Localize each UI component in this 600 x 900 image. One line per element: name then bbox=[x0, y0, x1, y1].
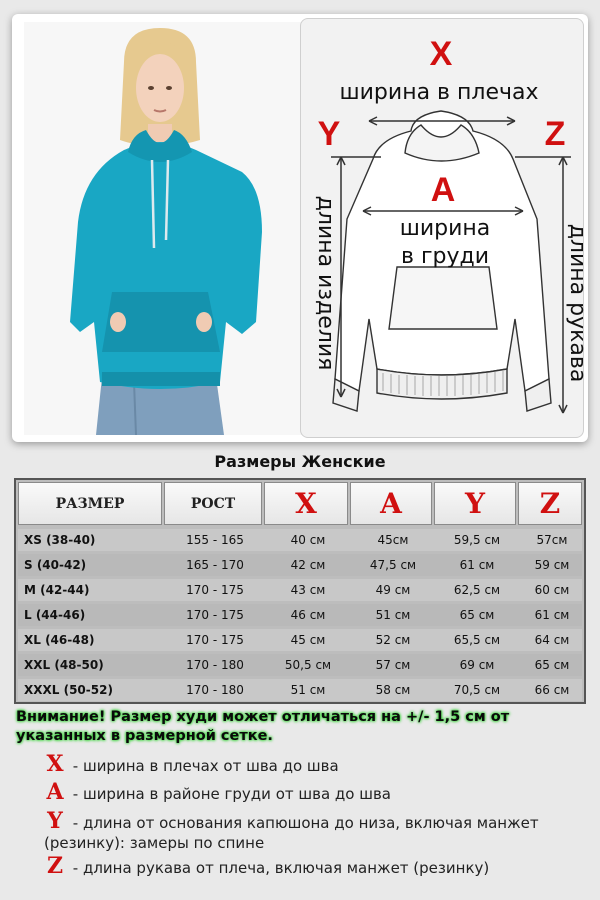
height-cell: 170 - 180 bbox=[186, 683, 244, 697]
header-height: РОСТ bbox=[164, 482, 262, 525]
legend-item-a bbox=[44, 780, 564, 807]
z-letter: Z bbox=[544, 115, 566, 153]
header-card bbox=[12, 14, 588, 442]
a-cell: 57 см bbox=[375, 658, 411, 672]
table-row bbox=[18, 579, 582, 601]
z-label: длина рукава bbox=[565, 223, 590, 383]
size-cell: XXXL (50-52) bbox=[24, 683, 113, 697]
size-cell: L (44-46) bbox=[24, 608, 86, 622]
height-cell: 170 - 175 bbox=[186, 608, 244, 622]
height-cell: 165 - 170 bbox=[186, 558, 244, 572]
y-cell: 69 см bbox=[459, 658, 495, 672]
hoodie-measurement-diagram bbox=[300, 18, 590, 438]
legend-text-y-continued: (резинку): замеры по спине bbox=[44, 834, 265, 852]
legend-text-y: - длина от основания капюшона до низа, включая манжет bbox=[72, 814, 539, 832]
legend-text-z: - длина рукава от плеча, включая манжет (резинку) bbox=[72, 859, 490, 877]
legend-letter-y: Y bbox=[47, 808, 63, 834]
table-row bbox=[18, 654, 582, 676]
table-row bbox=[18, 679, 582, 701]
a-label-line1: ширина bbox=[399, 216, 491, 241]
a-label-line2: в груди bbox=[400, 244, 490, 269]
x-cell: 51 см bbox=[290, 683, 326, 697]
header-y: Y bbox=[434, 482, 516, 525]
y-cell: 59,5 см bbox=[453, 533, 501, 547]
x-cell: 45 см bbox=[290, 633, 326, 647]
size-cell: XL (46-48) bbox=[24, 633, 95, 647]
y-cell: 65,5 см bbox=[453, 633, 501, 647]
a-cell: 51 см bbox=[375, 608, 411, 622]
header-size: РАЗМЕР bbox=[18, 482, 162, 525]
height-cell: 170 - 175 bbox=[186, 583, 244, 597]
height-cell: 155 - 165 bbox=[186, 533, 244, 547]
a-cell: 45см bbox=[377, 533, 409, 547]
z-cell: 64 см bbox=[534, 633, 570, 647]
a-cell: 49 см bbox=[375, 583, 411, 597]
table-title: Размеры Женские bbox=[214, 452, 386, 471]
x-letter: X bbox=[429, 35, 453, 73]
table-row bbox=[18, 604, 582, 626]
a-cell: 58 см bbox=[375, 683, 411, 697]
table-row bbox=[18, 529, 582, 551]
z-cell: 57см bbox=[536, 533, 568, 547]
z-cell: 59 см bbox=[534, 558, 570, 572]
a-cell: 52 см bbox=[375, 633, 411, 647]
x-cell: 40 см bbox=[290, 533, 326, 547]
size-cell: XXL (48-50) bbox=[24, 658, 104, 672]
x-label: ширина в плечах bbox=[339, 80, 539, 105]
table-row bbox=[18, 554, 582, 576]
legend-item-x bbox=[44, 752, 564, 779]
legend-item-z bbox=[44, 854, 564, 881]
height-cell: 170 - 175 bbox=[186, 633, 244, 647]
header-z: Z bbox=[518, 482, 582, 525]
y-label: длина изделия bbox=[313, 195, 338, 371]
model-photo bbox=[24, 22, 306, 435]
legend-letter-a: A bbox=[46, 779, 64, 805]
y-cell: 61 см bbox=[459, 558, 495, 572]
size-warning: Внимание! Размер худи может отличаться на +/- 1,5 см от указанных в размерной сетке. bbox=[16, 709, 510, 744]
legend-text-a: - ширина в районе груди от шва до шва bbox=[72, 785, 391, 803]
y-cell: 62,5 см bbox=[453, 583, 501, 597]
header-x: X bbox=[264, 482, 348, 525]
z-cell: 61 см bbox=[534, 608, 570, 622]
table-row bbox=[18, 629, 582, 651]
header-a: A bbox=[350, 482, 432, 525]
height-cell: 170 - 180 bbox=[186, 658, 244, 672]
y-letter: Y bbox=[317, 115, 341, 153]
y-cell: 65 см bbox=[459, 608, 495, 622]
z-cell: 65 см bbox=[534, 658, 570, 672]
size-cell: M (42-44) bbox=[24, 583, 90, 597]
x-cell: 42 см bbox=[290, 558, 326, 572]
x-cell: 50,5 см bbox=[284, 658, 332, 672]
z-cell: 66 см bbox=[534, 683, 570, 697]
legend-text-x: - ширина в плечах от шва до шва bbox=[72, 757, 339, 775]
size-table bbox=[14, 478, 586, 704]
x-cell: 46 см bbox=[290, 608, 326, 622]
size-cell: XS (38-40) bbox=[24, 533, 96, 547]
legend-letter-x: X bbox=[46, 751, 64, 777]
legend-letter-z: Z bbox=[46, 853, 64, 879]
z-cell: 60 см bbox=[534, 583, 570, 597]
y-cell: 70,5 см bbox=[453, 683, 501, 697]
a-letter: A bbox=[430, 171, 456, 209]
a-cell: 47,5 см bbox=[369, 558, 417, 572]
size-cell: S (40-42) bbox=[24, 558, 87, 572]
x-cell: 43 см bbox=[290, 583, 326, 597]
legend-item-y bbox=[44, 809, 564, 836]
